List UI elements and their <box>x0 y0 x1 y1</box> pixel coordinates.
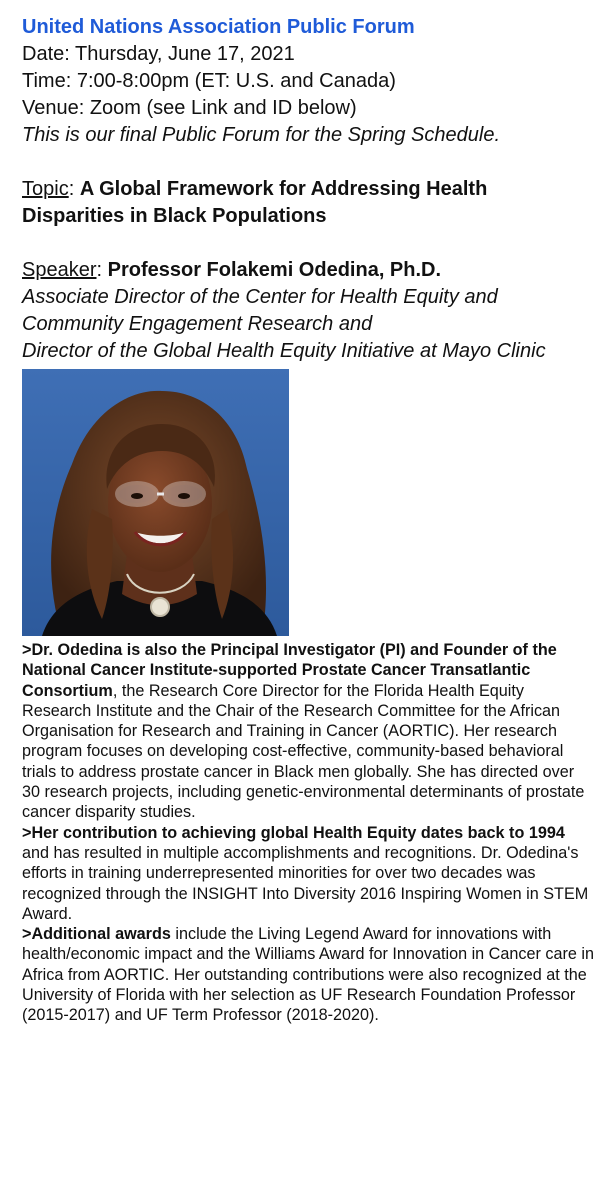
speaker-label: Speaker <box>22 259 97 281</box>
speaker-affiliation-2: Director of the Global Health Equity Initiative at Mayo Clinic <box>22 340 546 362</box>
bio-paragraph-2 <box>22 823 594 924</box>
bio-p3-bold: >Additional awards <box>22 925 171 944</box>
event-date: Date: Thursday, June 17, 2021 <box>22 43 295 65</box>
bio-p1-bold: >Dr. Odedina is also the Principal Investigator (PI) and Founder of the National Cancer Institute-supported Prostate Cancer Transatlantic Consortium <box>22 641 557 700</box>
speaker-name: Professor Folakemi Odedina, Ph.D. <box>107 259 442 281</box>
spacer <box>22 149 594 176</box>
speaker-section <box>22 257 594 284</box>
speaker-bio <box>22 640 594 1026</box>
bio-p1-text: , the Research Core Director for the Florida Health Equity Research Institute and the Chair of the Research Committee for the African Organisation for Research and Training in Cancer (AORTIC). Her research program focuses on developing cost-effective, community-based behavioral trials to address prostate cancer in Black men globally. She has directed over 30 research projects, including genetic-environmental determinants of prostate cancer disparity studies. <box>22 681 585 822</box>
bio-p2-text: and has resulted in multiple accomplishments and recognitions. Dr. Odedina's efforts in training underrepresented minorities for over two decades was recognized through the INSIGHT Into Diversity 2016 Inspiring Women in STEM Award. <box>22 843 589 923</box>
bio-paragraph-1 <box>22 640 594 823</box>
speaker-separator: : <box>96 259 108 281</box>
event-title: United Nations Association Public Forum <box>22 16 415 38</box>
speaker-portrait-icon <box>22 369 289 636</box>
speaker-affiliation-1: Associate Director of the Center for Health Equity and Community Engagement Research and <box>22 286 498 335</box>
forum-announcement <box>22 14 594 1026</box>
event-venue: Venue: Zoom (see Link and ID below) <box>22 97 357 119</box>
event-time: Time: 7:00-8:00pm (ET: U.S. and Canada) <box>22 70 396 92</box>
bio-p2-bold: >Her contribution to achieving global Health Equity dates back to 1994 <box>22 823 565 842</box>
event-note: This is our final Public Forum for the Spring Schedule. <box>22 124 500 146</box>
bio-p3-text: include the Living Legend Award for innovations with health/economic impact and the Williams Award for Innovation in Cancer care in Africa from AORTIC. Her outstanding contributions were also recognized at the University of Florida with her selection as UF Research Foundation Professor (2015-2017) and UF Term Professor (2018-2020). <box>22 925 594 1025</box>
topic-section <box>22 176 594 230</box>
bio-paragraph-3 <box>22 924 594 1025</box>
topic-label: Topic <box>22 178 69 200</box>
topic-separator: : <box>68 178 80 200</box>
topic-text: A Global Framework for Addressing Health Disparities in Black Populations <box>22 178 488 227</box>
spacer <box>22 230 594 257</box>
